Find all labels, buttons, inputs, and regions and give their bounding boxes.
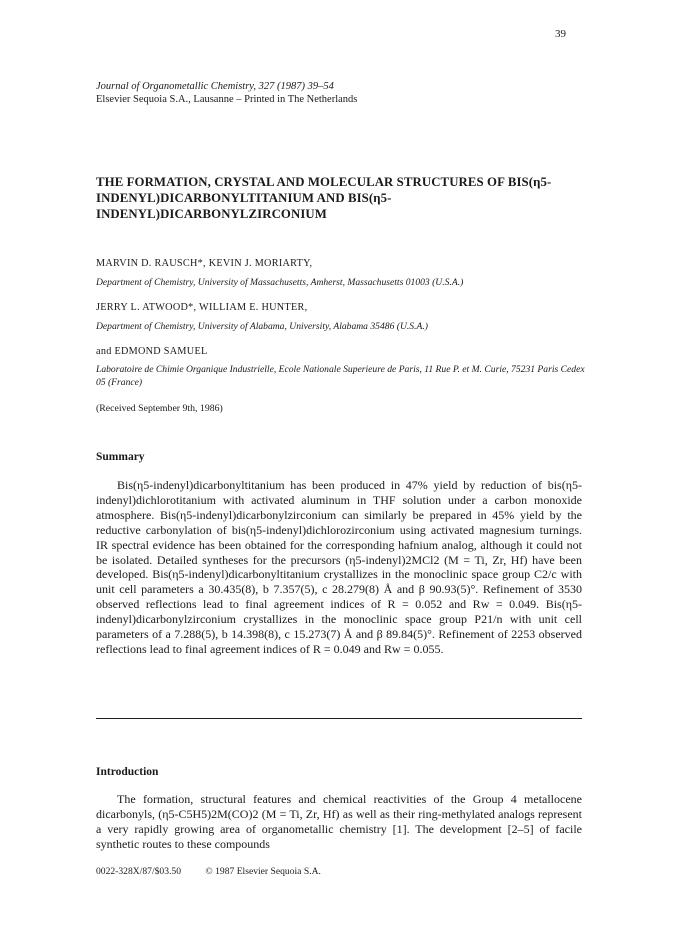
summary-paragraph: Bis(η5-indenyl)dicarbonyltitanium has been produced in 47% yield by reduction of bis(η5-indenyl)dichlorotitanium with activated aluminum in THF solution under a carbon monoxide atmosphere. Bis(η5-indenyl)dicarbonylzirconium can similarly be prepared in 45% yield by the reductive carbonylation of bis(η5-indenyl)dichlorozirconium using activated magnesium turnings. IR spectral evidence has been obtained for the corresponding hafnium analog, although it could not be isolated. Detailed syntheses for the precursors (η5-indenyl)2MCl2 (M = Ti, Zr, Hf) have been developed. Bis(η5-indenyl)dicarbonyltitanium crystallizes in the monoclinic space group C2/c with unit cell parameters a 30.435(8), b 7.357(5), c 28.279(8) Å and β 90.93(5)°. Refinement of 3530 observed reflections lead to final agreement indices of R = 0.052 and Rw = 0.049. Bis(η5-indenyl)dicarbonylzirconium crystallizes in the monoclinic space group P21/n with unit cell parameters of a 7.288(5), b 14.398(8), c 15.273(7) Å and β 89.84(5)°. Refinement of 2253 observed reflections lead to final agreement indices of R = 0.049 and Rw = 0.055. [96,478,582,656]
affiliation-3: Laboratoire de Chimie Organique Industrielle, Ecole Nationale Superieure de Paris, 11 Rue P. et M. Curie, 75231 Paris Cedex 05 (France) [96,364,585,388]
affiliation-1: Department of Chemistry, University of Massachusetts, Amherst, Massachusetts 01003 (U.S.A.) [96,277,464,288]
page-number: 39 [555,28,566,40]
article-title: THE FORMATION, CRYSTAL AND MOLECULAR STRUCTURES OF BIS(η5-INDENYL)DICARBONYLTITANIUM AND BIS(η5-INDENYL)DICARBONYLZIRCONIUM [96,175,552,221]
copyright-notice: © 1987 Elsevier Sequoia S.A. [205,866,321,877]
author-group-1: MARVIN D. RAUSCH*, KEVIN J. MORIARTY, [96,258,313,269]
summary-body [96,478,582,657]
introduction-body [96,792,582,852]
introduction-paragraph: The formation, structural features and chemical reactivities of the Group 4 metallocene dicarbonyls, (η5-C5H5)2M(CO)2 (M = Ti, Zr, Hf) as well as their ring-methylated analogs represent a very rapidly growing area of organometallic chemistry [1]. The development [2–5] of facile synthetic routes to these compounds [96,792,582,851]
price-code: 0022-328X/87/$03.50 [96,866,182,877]
received-date: (Received September 9th, 1986) [96,403,223,414]
summary-heading: Summary [96,451,145,463]
publisher-line: Elsevier Sequoia S.A., Lausanne – Printed in The Netherlands [96,94,358,105]
introduction-heading: Introduction [96,766,159,778]
section-divider [96,718,582,719]
author-group-3: and EDMOND SAMUEL [96,346,208,357]
author-group-2: JERRY L. ATWOOD*, WILLIAM E. HUNTER, [96,302,308,313]
journal-citation: Journal of Organometallic Chemistry, 327 (1987) 39–54 [96,81,334,92]
journal-header [96,80,357,106]
affiliation-2: Department of Chemistry, University of Alabama, University, Alabama 35486 (U.S.A.) [96,321,428,332]
page-footer [96,866,343,877]
